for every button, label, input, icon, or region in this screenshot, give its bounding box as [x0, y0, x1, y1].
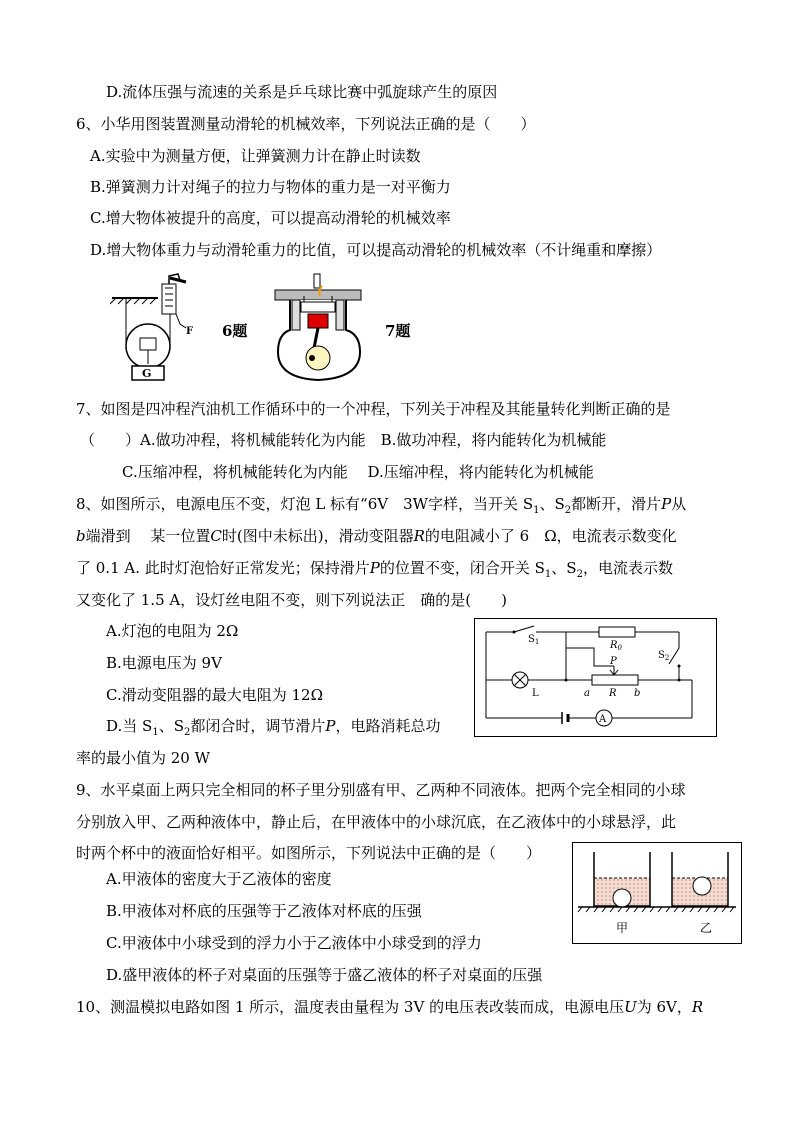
q8-line-2: b端滑到 某一位置C时(图中未标出)，滑动变阻器R的电阻减小了 6 Ω，电流表示数变化: [76, 527, 677, 545]
q8-option-c: C.滑动变阻器的最大电阻为 12Ω: [106, 686, 324, 704]
q10-line-1: 10、测温模拟电路如图 1 所示，温度表由量程为 3V 的电压表改装而成，电源电压U为 6V，R: [76, 998, 704, 1016]
pulley-figure: [110, 272, 205, 384]
q8-option-d: D.当 $S_1$、$S_2$都闭合时，调节滑片P，电路消耗总功: [106, 717, 441, 738]
ammeter-label: A: [599, 714, 607, 725]
q9-option-d: D.盛甲液体的杯子对桌面的压强等于盛乙液体的杯子对桌面的压强: [106, 966, 543, 984]
cup-jia-label: 甲: [616, 921, 629, 935]
q8-line-3: 了 0.1 A. 此时灯泡恰好正常发光；保持滑片P的位置不变，闭合开关 $S_1$、$S_2$，电流表示数: [76, 559, 673, 580]
q7-figure-label: 7题: [385, 322, 411, 340]
q8-option-a: A.灯泡的电阻为 2Ω: [106, 622, 239, 640]
q7-stem: 7、如图是四冲程汽油机工作循环中的一个冲程，下列关于冲程及其能量转化判断正确的是: [76, 400, 671, 418]
q6-stem: 6、小华用图装置测量动滑轮的机械效率，下列说法正确的是（ ）: [76, 115, 536, 133]
cup-yi-label: 乙: [700, 921, 713, 935]
slider-p-label: P: [610, 656, 617, 667]
cups-figure: [572, 842, 742, 944]
q8-option-d-cont: 率的最小值为 20 W: [76, 749, 211, 767]
q6-option-c: C.增大物体被提升的高度，可以提高动滑轮的机械效率: [90, 209, 451, 227]
end-a-label: a: [584, 688, 590, 699]
circuit-figure: [474, 618, 717, 737]
lamp-label: L: [532, 688, 539, 699]
q5-option-d: D.流体压强与流速的关系是乒乓球比赛中弧旋球产生的原因: [106, 83, 498, 101]
q7-options-cd: C.压缩冲程，将机械能转化为内能 D.压缩冲程，将内能转化为机械能: [122, 463, 594, 481]
q6-option-b: B.弹簧测力计对绳子的拉力与物体的重力是一对平衡力: [90, 178, 451, 196]
end-b-label: b: [634, 688, 641, 699]
s2-label: $S_2$: [658, 650, 670, 662]
q6-figure-label: 6题: [222, 322, 248, 340]
force-label: F: [186, 326, 194, 337]
rheostat-r-label: R: [609, 688, 617, 699]
q9-option-a: A.甲液体的密度大于乙液体的密度: [106, 870, 332, 888]
q8-line-4: 又变化了 1.5 A，设灯丝电阻不变，则下列说法正 确的是( ): [76, 591, 507, 609]
s1-label: $S_1$: [528, 634, 540, 646]
q8-option-b: B.电源电压为 9V: [106, 654, 222, 672]
q9-line-1: 9、水平桌面上两只完全相同的杯子里分别盛有甲、乙两种不同液体。把两个完全相同的小球: [76, 781, 686, 799]
q7-options-ab: （ ）A.做功冲程，将机械能转化为内能 B.做功冲程，将内能转化为机械能: [80, 431, 607, 449]
r0-label: $R_0$: [610, 640, 622, 652]
q6-option-d: D.增大物体重力与动滑轮重力的比值，可以提高动滑轮的机械效率（不计绳重和摩擦）: [90, 241, 662, 259]
engine-figure: [270, 270, 370, 385]
q6-option-a: A.实验中为测量方便，让弹簧测力计在静止时读数: [90, 147, 421, 165]
q9-option-b: B.甲液体对杯底的压强等于乙液体对杯底的压强: [106, 902, 422, 920]
q9-line-3: 时两个杯中的液面恰好相平。如图所示，下列说法中正确的是（ ）: [76, 844, 542, 862]
q8-line-1: 8、如图所示，电源电压不变，灯泡 L 标有“6V 3W字样，当开关 $S_1$、$S_2$都断开，滑片P从: [76, 495, 687, 516]
q9-line-2: 分别放入甲、乙两种液体中，静止后，在甲液体中的小球沉底，在乙液体中的小球悬浮，此: [76, 813, 677, 831]
weight-label: G: [142, 367, 152, 380]
q9-option-c: C.甲液体中小球受到的浮力小于乙液体中小球受到的浮力: [106, 934, 482, 952]
